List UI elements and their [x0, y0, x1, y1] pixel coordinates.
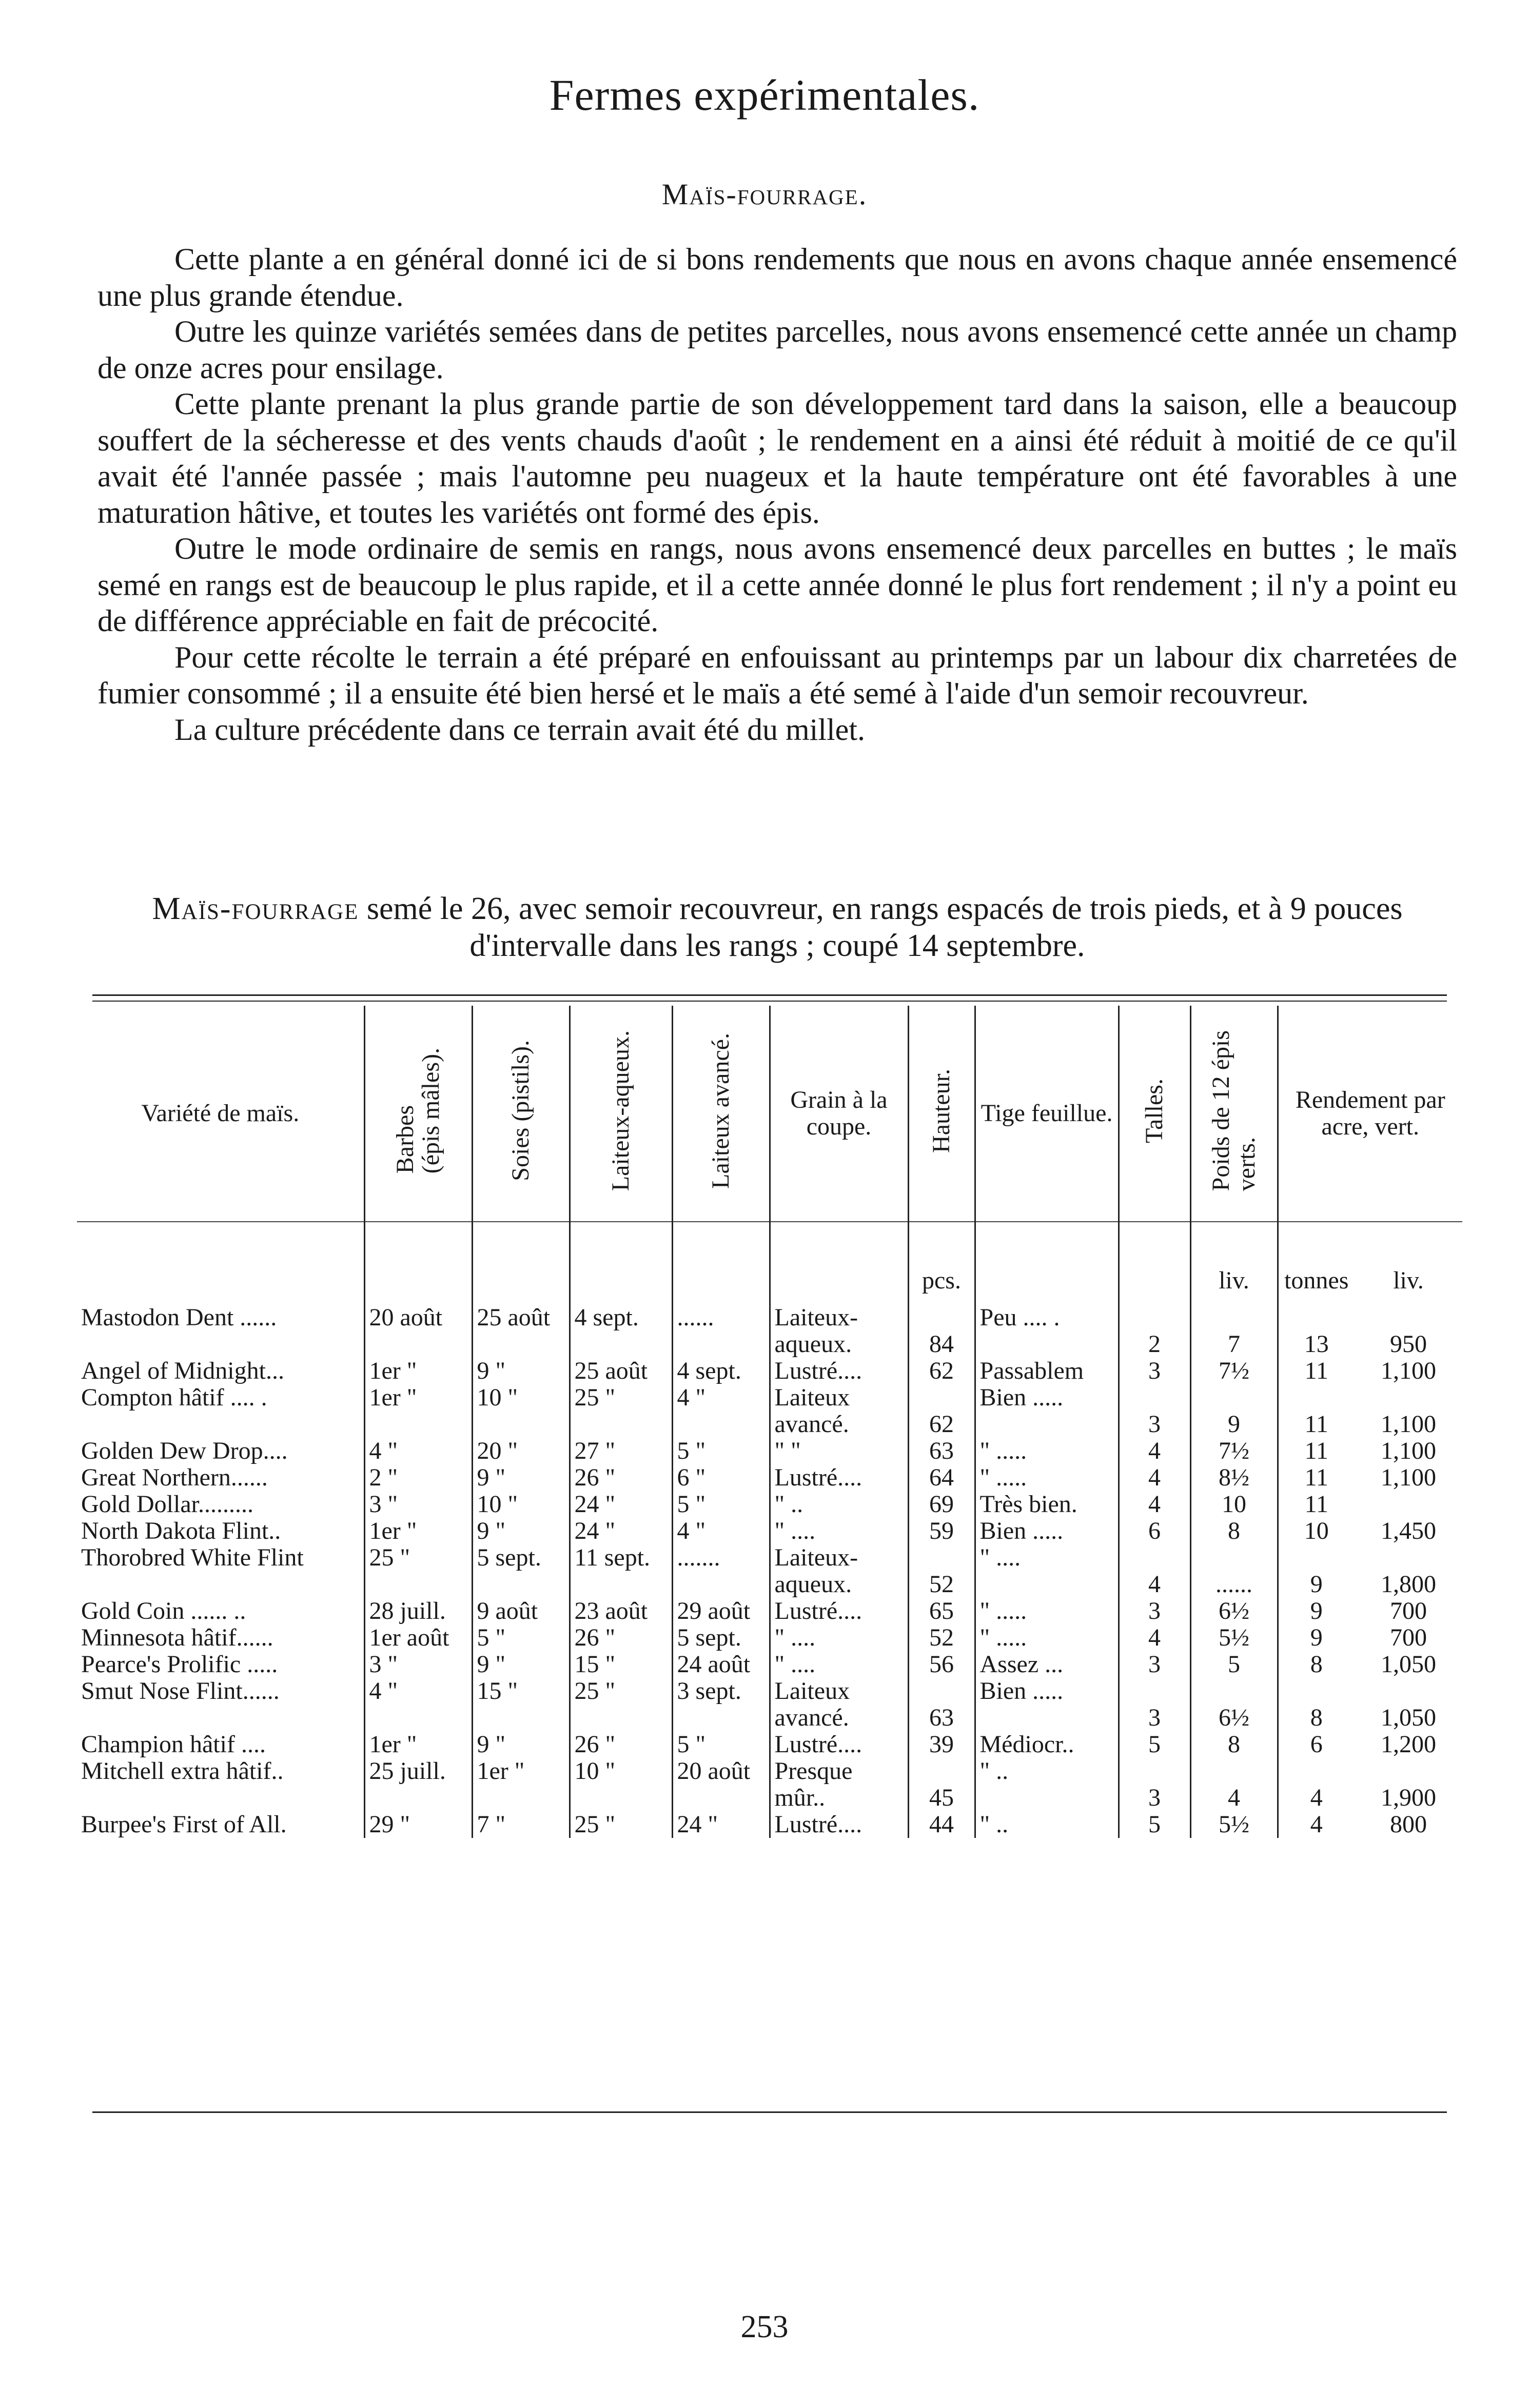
cell-livres: 800 [1390, 1811, 1427, 1838]
cell-hauteur: 39 [908, 1731, 975, 1758]
cell-grain: Laiteux- aqueux. [770, 1304, 908, 1358]
cell-soies: 9 " [472, 1731, 570, 1758]
cell-variete: Compton hâtif .... . [81, 1384, 267, 1411]
cell-laiteux-aqueux: 24 " [570, 1518, 672, 1544]
cell-laiteux-avance: 24 août [672, 1651, 770, 1678]
cell-poids: 5 [1190, 1651, 1278, 1678]
cell-grain: " .... [770, 1624, 908, 1651]
cell-soies: 5 sept. [472, 1544, 570, 1598]
cell-tige: Peu .... . [975, 1304, 1119, 1358]
table-row [77, 1651, 1462, 1678]
header-poids: Poids de 12 épis verts. [1190, 1006, 1278, 1222]
cell-grain: " " [770, 1438, 908, 1464]
cell-barbes: 3 " [364, 1651, 472, 1678]
cell-talles: 3 [1119, 1598, 1190, 1624]
cell-variete: Golden Dew Drop.... [81, 1437, 288, 1464]
cell-soies: 5 " [472, 1624, 570, 1651]
cell-poids: 7 [1190, 1304, 1278, 1358]
body-text [97, 241, 1457, 748]
table-top-rule-2 [92, 1001, 1447, 1002]
cell-poids: ...... [1190, 1544, 1278, 1598]
cell-soies: 9 " [472, 1518, 570, 1544]
table-bottom-rule [92, 2111, 1447, 2113]
cell-variete: Thorobred White Flint [81, 1544, 304, 1571]
cell-soies: 20 " [472, 1438, 570, 1464]
cell-livres: 1,050 [1381, 1651, 1436, 1678]
cell-tige: Bien ..... [975, 1518, 1119, 1544]
cell-soies: 10 " [472, 1491, 570, 1518]
header-laiteux-aqueux: Laiteux-aqueux. [570, 1006, 672, 1222]
cell-tige: Bien ..... [975, 1678, 1119, 1731]
cell-variete: Gold Coin ...... .. [81, 1597, 246, 1624]
cell-hauteur: 65 [908, 1598, 975, 1624]
cell-laiteux-aqueux: 27 " [570, 1438, 672, 1464]
cell-talles: 5 [1119, 1811, 1190, 1838]
cell-tige: " ..... [975, 1438, 1119, 1464]
table-row [77, 1758, 1462, 1811]
cell-barbes: 2 " [364, 1464, 472, 1491]
table-units-row [77, 1222, 1462, 1304]
cell-talles: 3 [1119, 1758, 1190, 1811]
cell-tonnes: 4 [1278, 1758, 1355, 1811]
cell-talles: 4 [1119, 1438, 1190, 1464]
cell-variete: Great Northern...... [81, 1464, 268, 1491]
cell-barbes: 4 " [364, 1438, 472, 1464]
cell-barbes: 1er " [364, 1731, 472, 1758]
page-number: 253 [740, 2309, 789, 2344]
cell-soies: 10 " [472, 1384, 570, 1438]
table-body [77, 1304, 1462, 1838]
cell-barbes: 1er " [364, 1384, 472, 1438]
header-barbes: Barbes (épis mâles). [364, 1006, 472, 1222]
cell-tige: " ..... [975, 1464, 1119, 1491]
cell-talles: 4 [1119, 1624, 1190, 1651]
cell-livres: 700 [1390, 1597, 1427, 1624]
cell-soies: 9 " [472, 1464, 570, 1491]
cell-variete: Mitchell extra hâtif.. [81, 1757, 284, 1785]
cell-grain: Lustré.... [770, 1811, 908, 1838]
cell-tige: " ..... [975, 1598, 1119, 1624]
cell-laiteux-avance: 5 " [672, 1731, 770, 1758]
cell-laiteux-avance: 4 " [672, 1384, 770, 1438]
cell-tonnes: 11 [1278, 1464, 1355, 1491]
unit-livres: liv. [1393, 1267, 1424, 1294]
header-hauteur: Hauteur. [908, 1006, 975, 1222]
caption-rest: semé le 26, avec semoir recouvreur, en rangs espacés de trois pieds, et à 9 pouces d'intervalle dans les rangs ; coupé 14 septembre. [359, 891, 1403, 963]
cell-laiteux-avance: ...... [672, 1304, 770, 1358]
cell-variete: North Dakota Flint.. [81, 1517, 281, 1544]
cell-barbes: 25 juill. [364, 1758, 472, 1811]
unit-poids: liv. [1190, 1222, 1278, 1304]
cell-hauteur: 63 [908, 1438, 975, 1464]
cell-poids: 9 [1190, 1384, 1278, 1438]
cell-grain: Laiteux avancé. [770, 1678, 908, 1731]
cell-poids: 5½ [1190, 1811, 1278, 1838]
cell-laiteux-aqueux: 25 " [570, 1811, 672, 1838]
cell-grain: Lustré.... [770, 1464, 908, 1491]
cell-tige: " .. [975, 1811, 1119, 1838]
cell-hauteur: 59 [908, 1518, 975, 1544]
table-top-rule [92, 994, 1447, 996]
cell-laiteux-avance: 24 " [672, 1811, 770, 1838]
cell-talles: 3 [1119, 1384, 1190, 1438]
cell-laiteux-avance: 3 sept. [672, 1678, 770, 1731]
cell-variete: Burpee's First of All. [81, 1811, 287, 1838]
cell-barbes: 29 " [364, 1811, 472, 1838]
unit-hauteur: pcs. [908, 1222, 975, 1304]
cell-tige: Très bien. [975, 1491, 1119, 1518]
header-soies: Soies (pistils). [472, 1006, 570, 1222]
table-row [77, 1731, 1462, 1758]
cell-soies: 9 août [472, 1598, 570, 1624]
table-row [77, 1358, 1462, 1384]
cell-livres: 1,100 [1381, 1464, 1436, 1491]
cell-soies: 1er " [472, 1758, 570, 1811]
cell-laiteux-aqueux: 24 " [570, 1491, 672, 1518]
cell-talles: 4 [1119, 1491, 1190, 1518]
cell-grain: Laiteux- aqueux. [770, 1544, 908, 1598]
cell-livres: 1,100 [1381, 1437, 1436, 1464]
cell-poids: 10 [1190, 1491, 1278, 1518]
paragraph: Cette plante a en général donné ici de si bons rendements que nous en avons chaque année ensemencé une plus grande étendue. [97, 242, 1457, 312]
cell-tige: " .... [975, 1544, 1119, 1598]
cell-livres: 1,450 [1381, 1517, 1436, 1544]
cell-grain: Presque mûr.. [770, 1758, 908, 1811]
cell-livres: 1,200 [1381, 1731, 1436, 1758]
cell-soies: 25 août [472, 1304, 570, 1358]
page-title: Fermes expérimentales. [549, 70, 980, 120]
cell-livres: 1,100 [1381, 1411, 1436, 1438]
cell-laiteux-aqueux: 26 " [570, 1624, 672, 1651]
cell-variete: Champion hâtif .... [81, 1731, 266, 1758]
cell-soies: 9 " [472, 1651, 570, 1678]
cell-hauteur: 62 [908, 1384, 975, 1438]
cell-talles: 3 [1119, 1678, 1190, 1731]
cell-tonnes: 9 [1278, 1544, 1355, 1598]
data-table [77, 1006, 1462, 1838]
paragraph: Outre le mode ordinaire de semis en rangs, nous avons ensemencé deux parcelles en buttes ; le maïs semé en rangs est de beaucoup le plus rapide, et il a cette année donné le plus fort rendement ; il n'y a point eu de différence appréciable en fait de précocité. [97, 532, 1457, 638]
cell-grain: " .... [770, 1518, 908, 1544]
table-row [77, 1811, 1462, 1838]
cell-livres: 950 [1390, 1330, 1427, 1358]
cell-poids: 7½ [1190, 1358, 1278, 1384]
cell-talles: 4 [1119, 1464, 1190, 1491]
header-tige: Tige feuillue. [975, 1006, 1119, 1222]
cell-laiteux-avance: 4 sept. [672, 1358, 770, 1384]
table-row [77, 1384, 1462, 1438]
cell-laiteux-avance: 6 " [672, 1464, 770, 1491]
cell-tonnes: 6 [1278, 1731, 1355, 1758]
header-laiteux-avance: Laiteux avancé. [672, 1006, 770, 1222]
cell-laiteux-aqueux: 26 " [570, 1464, 672, 1491]
cell-tonnes: 4 [1278, 1811, 1355, 1838]
cell-laiteux-avance: 4 " [672, 1518, 770, 1544]
table-row [77, 1544, 1462, 1598]
table-row [77, 1624, 1462, 1651]
paragraph: Outre les quinze variétés semées dans de petites parcelles, nous avons ensemencé cette année un champ de onze acres pour ensilage. [97, 315, 1457, 385]
cell-talles: 3 [1119, 1651, 1190, 1678]
cell-variete: Mastodon Dent ...... [81, 1304, 277, 1331]
cell-laiteux-aqueux: 23 août [570, 1598, 672, 1624]
cell-poids: 5½ [1190, 1624, 1278, 1651]
cell-tonnes: 11 [1278, 1438, 1355, 1464]
table-row [77, 1438, 1462, 1464]
cell-tige: " .. [975, 1758, 1119, 1811]
cell-livres [1355, 1491, 1462, 1518]
cell-hauteur: 84 [908, 1304, 975, 1358]
cell-laiteux-avance: 5 " [672, 1491, 770, 1518]
cell-laiteux-aqueux: 26 " [570, 1731, 672, 1758]
cell-livres: 1,100 [1381, 1357, 1436, 1384]
cell-hauteur: 62 [908, 1358, 975, 1384]
cell-hauteur: 44 [908, 1811, 975, 1838]
cell-talles: 3 [1119, 1358, 1190, 1384]
cell-tonnes: 9 [1278, 1624, 1355, 1651]
cell-laiteux-aqueux: 25 août [570, 1358, 672, 1384]
cell-tonnes: 11 [1278, 1358, 1355, 1384]
cell-laiteux-aqueux: 25 " [570, 1384, 672, 1438]
cell-poids: 7½ [1190, 1438, 1278, 1464]
cell-hauteur: 52 [908, 1544, 975, 1598]
cell-hauteur: 45 [908, 1758, 975, 1811]
cell-barbes: 3 " [364, 1491, 472, 1518]
cell-tonnes: 9 [1278, 1598, 1355, 1624]
cell-laiteux-avance: ....... [672, 1544, 770, 1598]
paragraph: Cette plante prenant la plus grande partie de son développement tard dans la saison, elle a beaucoup souffert de la sécheresse et des vents chauds d'août ; le rendement en a ainsi été réduit à moitié de ce qu'il avait été l'année passée ; mais l'automne peu nuageux et la haute température ont été favorables à une maturation hâtive, et toutes les variétés ont formé des épis. [97, 387, 1457, 530]
cell-tige: " ..... [975, 1624, 1119, 1651]
cell-laiteux-aqueux: 15 " [570, 1651, 672, 1678]
cell-barbes: 28 juill. [364, 1598, 472, 1624]
cell-livres: 700 [1390, 1624, 1427, 1651]
cell-tige: Médiocr.. [975, 1731, 1119, 1758]
table-row [77, 1464, 1462, 1491]
cell-grain: " .. [770, 1491, 908, 1518]
cell-barbes: 1er " [364, 1518, 472, 1544]
cell-talles: 5 [1119, 1731, 1190, 1758]
cell-variete: Minnesota hâtif...... [81, 1624, 273, 1651]
cell-poids: 8 [1190, 1731, 1278, 1758]
cell-laiteux-avance: 29 août [672, 1598, 770, 1624]
caption-lead: Maïs-fourrage [152, 891, 359, 926]
cell-grain: Lustré.... [770, 1731, 908, 1758]
cell-tonnes: 10 [1278, 1518, 1355, 1544]
cell-tige: Passablem [975, 1358, 1119, 1384]
cell-hauteur: 69 [908, 1491, 975, 1518]
cell-laiteux-aqueux: 4 sept. [570, 1304, 672, 1358]
cell-variete: Angel of Midnight... [81, 1357, 284, 1384]
cell-livres: 1,900 [1381, 1784, 1436, 1811]
table-header-row [77, 1006, 1462, 1222]
cell-livres: 1,800 [1381, 1571, 1436, 1598]
cell-tonnes: 13 [1278, 1304, 1355, 1358]
cell-grain: Lustré.... [770, 1598, 908, 1624]
cell-tonnes: 8 [1278, 1678, 1355, 1731]
cell-talles: 4 [1119, 1544, 1190, 1598]
cell-poids: 4 [1190, 1758, 1278, 1811]
table-row [77, 1304, 1462, 1358]
header-variete: Variété de maïs. [77, 1006, 364, 1222]
cell-hauteur: 64 [908, 1464, 975, 1491]
cell-laiteux-avance: 20 août [672, 1758, 770, 1811]
unit-tonnes: tonnes [1278, 1222, 1355, 1304]
table-row [77, 1491, 1462, 1518]
cell-variete: Pearce's Prolific ..... [81, 1651, 278, 1678]
header-rendement: Rendement par acre, vert. [1278, 1006, 1462, 1222]
cell-laiteux-aqueux: 10 " [570, 1758, 672, 1811]
cell-tonnes: 8 [1278, 1651, 1355, 1678]
cell-talles: 6 [1119, 1518, 1190, 1544]
table-row [77, 1598, 1462, 1624]
cell-poids: 8½ [1190, 1464, 1278, 1491]
header-talles: Talles. [1119, 1006, 1190, 1222]
cell-livres: 1,050 [1381, 1704, 1436, 1731]
cell-poids: 6½ [1190, 1678, 1278, 1731]
cell-grain: Lustré.... [770, 1358, 908, 1384]
cell-barbes: 1er " [364, 1358, 472, 1384]
cell-variete: Gold Dollar......... [81, 1491, 253, 1518]
cell-grain: " .... [770, 1651, 908, 1678]
cell-barbes: 20 août [364, 1304, 472, 1358]
table-row [77, 1518, 1462, 1544]
cell-tonnes: 11 [1278, 1491, 1355, 1518]
cell-variete: Smut Nose Flint...... [81, 1677, 280, 1705]
cell-laiteux-avance: 5 " [672, 1438, 770, 1464]
cell-hauteur: 52 [908, 1624, 975, 1651]
cell-soies: 9 " [472, 1358, 570, 1384]
cell-soies: 7 " [472, 1811, 570, 1838]
section-heading: Maïs-fourrage. [661, 178, 868, 211]
cell-tige: Bien ..... [975, 1384, 1119, 1438]
cell-barbes: 1er août [364, 1624, 472, 1651]
header-grain: Grain à la coupe. [770, 1006, 908, 1222]
paragraph: Pour cette récolte le terrain a été préparé en enfouissant au printemps par un labour dix charretées de fumier consommé ; il a ensuite été bien hersé et le maïs a été semé à l'aide d'un semoir recouvreur. [97, 640, 1457, 710]
cell-grain: Laiteux avancé. [770, 1384, 908, 1438]
table-caption [92, 890, 1462, 964]
cell-barbes: 4 " [364, 1678, 472, 1731]
cell-tonnes: 11 [1278, 1384, 1355, 1438]
cell-laiteux-avance: 5 sept. [672, 1624, 770, 1651]
cell-laiteux-aqueux: 11 sept. [570, 1544, 672, 1598]
cell-talles: 2 [1119, 1304, 1190, 1358]
cell-hauteur: 56 [908, 1651, 975, 1678]
cell-laiteux-aqueux: 25 " [570, 1678, 672, 1731]
cell-poids: 6½ [1190, 1598, 1278, 1624]
cell-poids: 8 [1190, 1518, 1278, 1544]
cell-tige: Assez ... [975, 1651, 1119, 1678]
paragraph: La culture précédente dans ce terrain avait été du millet. [174, 712, 865, 747]
table-row [77, 1678, 1462, 1731]
cell-hauteur: 63 [908, 1678, 975, 1731]
cell-barbes: 25 " [364, 1544, 472, 1598]
cell-soies: 15 " [472, 1678, 570, 1731]
